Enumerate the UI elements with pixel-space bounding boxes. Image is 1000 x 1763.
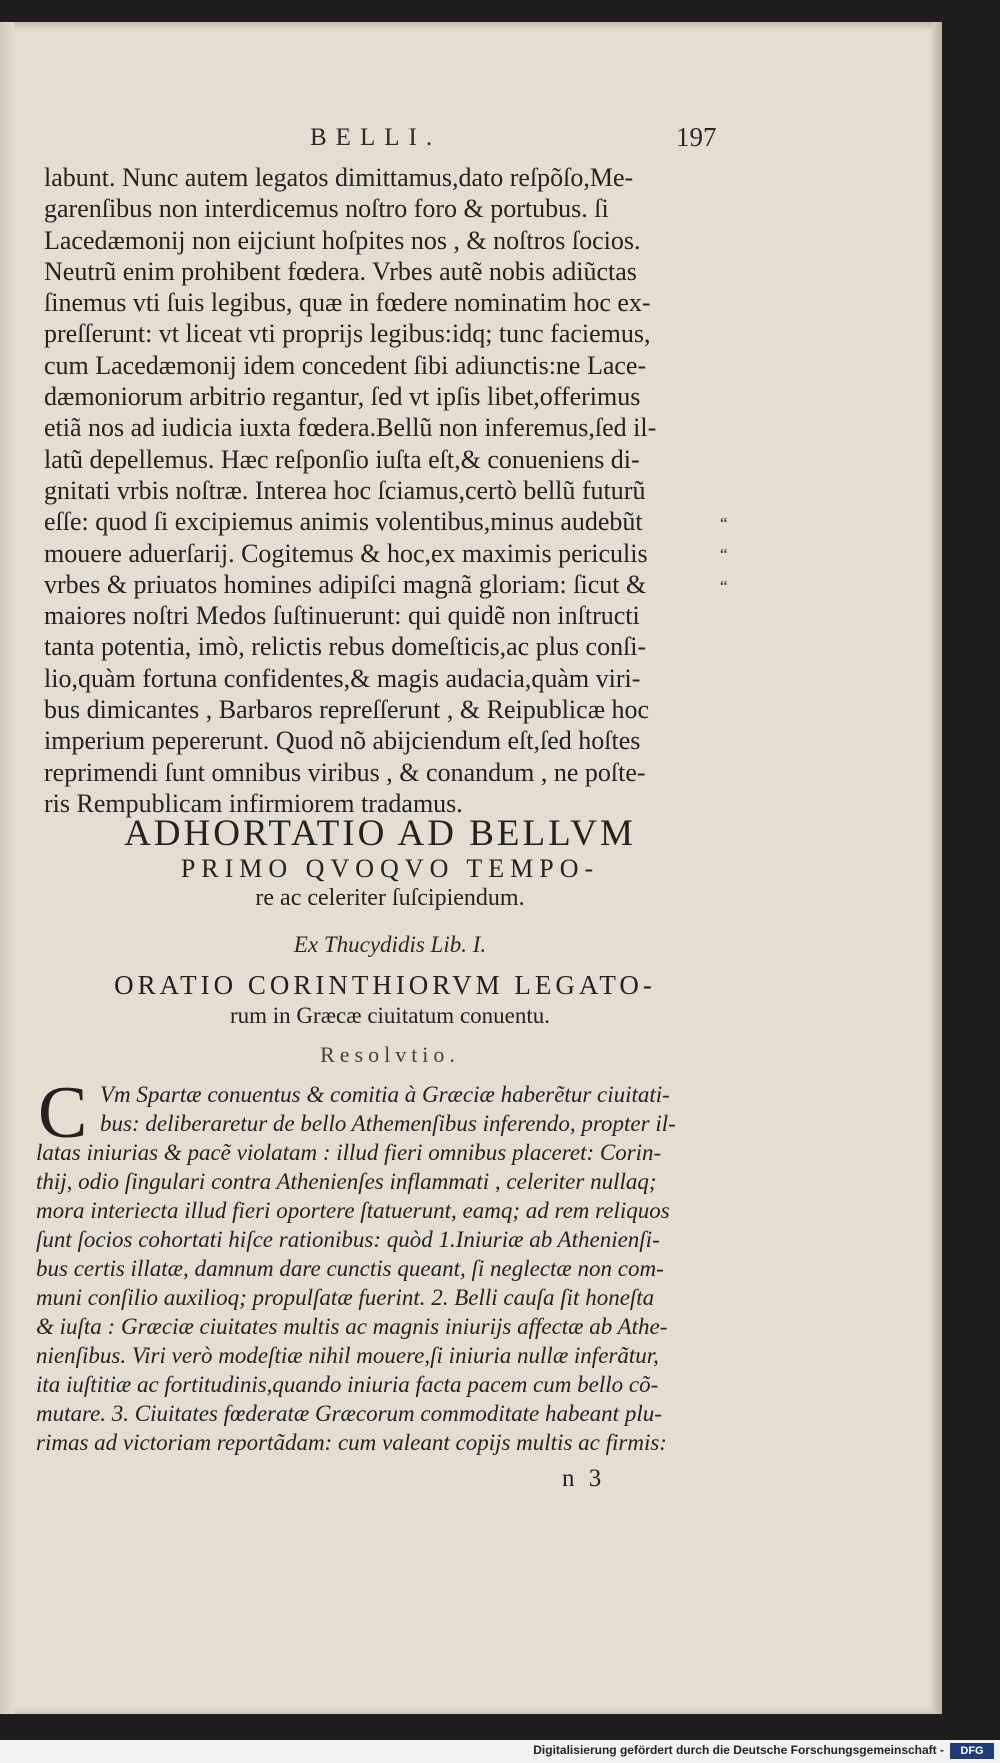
- text-line: lio,quàm fortuna confidentes,& magis audacia,quàm viri-: [44, 663, 641, 693]
- text-line: labunt. Nunc autem legatos dimittamus,dato reſpõſo,Me-: [44, 163, 634, 192]
- book-page: [0, 22, 942, 1714]
- italic-line: ita iuſtitiæ ac fortitudinis,quando iniuria facta pacem cum bello cõ-: [36, 1372, 659, 1397]
- dfg-logo: DFG: [950, 1743, 994, 1759]
- italic-line: bus certis illatæ, damnum dare cunctis queant, ſi neglectæ non com-: [36, 1256, 664, 1281]
- italic-line: mutare. 3. Ciuitates fœderatæ Græcorum commoditate habeant plu-: [36, 1401, 662, 1426]
- text-line: ris Rempublicam infirmiorem tradamus.: [44, 788, 463, 818]
- italic-line: latas iniurias & pacẽ violatam : illud fieri omnibus placeret: Corin-: [36, 1140, 662, 1165]
- signature-mark: n 3: [562, 1465, 606, 1492]
- italic-line: mora interiecta illud fieri oportere ſtatuerunt, eamq; ad rem reliquos: [36, 1198, 670, 1223]
- text-line: eſſe: quod ſi excipiemus animis volentibus,minus audebũt: [44, 507, 643, 537]
- oration-subtitle: rum in Græcæ ciuitatum conuentu.: [229, 1003, 551, 1028]
- italic-line: & iuſta : Græciæ ciuitates multis ac magnis iniurijs affectæ ab Athe-: [36, 1314, 668, 1339]
- italic-line: thij, odio ſingulari contra Athenienſes inflammati , celeriter nullaq;: [36, 1169, 657, 1194]
- text-line: gnitati vrbis noſtræ. Interea hoc ſciamus,certò bellũ futurũ: [44, 475, 646, 505]
- text-line: vrbes & priuatos homines adipiſci magnã gloriam: ſicut &: [44, 569, 647, 599]
- oration-title: ORATIO CORINTHIORVM LEGATO-: [114, 970, 656, 1000]
- italic-line: nienſibus. Viri verò modeſtiæ nihil mouere,ſi iniuria nullæ inferãtur,: [36, 1343, 659, 1368]
- text-line: ſinemus vti ſuis legibus, quæ in fœdere nominatim hoc ex-: [44, 288, 651, 318]
- page-number: 197: [676, 122, 717, 152]
- text-line: bus dimicantes , Barbaros repreſſerunt , & Reipublicæ hoc: [44, 695, 650, 725]
- text-line: Lacedæmonij non eijciunt hoſpites nos , & noſtros ſocios.: [44, 225, 641, 255]
- digitization-footer: [0, 1740, 1000, 1763]
- italic-line: bus: deliberaretur de bello Athemenſibus inferendo, propter il-: [100, 1111, 676, 1136]
- text-line: etiã nos ad iudicia iuxta fœdera.Bellũ non inferemus,ſed il-: [44, 413, 657, 443]
- resolutio-text: [36, 1138, 720, 1457]
- section-heading-line3: re ac celeriter ſuſcipiendum.: [255, 885, 525, 911]
- section-heading-line2: PRIMO QVOQVO TEMPO-: [180, 854, 600, 883]
- margin-quote-mark: “: [720, 514, 728, 533]
- text-line: Neutrũ enim prohibent fœdera. Vrbes autẽ nobis adiũctas: [44, 256, 637, 286]
- italic-line: Vm Spartæ conuentus & comitia à Græciæ haberẽtur ciuitati-: [100, 1082, 670, 1107]
- text-line: maiores noſtri Medos ſuſtinuerunt: qui quidẽ non inſtructi: [44, 601, 640, 631]
- text-line: preſſerunt: vt liceat vti proprijs legibus:idq; tunc faciemus,: [44, 319, 651, 349]
- text-line: latũ depellemus. Hæc reſponſio iuſta eſt,& conueniens di-: [44, 444, 640, 474]
- text-line: cum Lacedæmonij idem concedent ſibi adiunctis:ne Lace-: [44, 350, 647, 380]
- footer-credit: Digitalisierung gefördert durch die Deutsche Forschungsgemeinschaft -: [533, 1743, 944, 1757]
- italic-line: rimas ad victoriam reportãdam: cum valeant copijs multis ac firmis:: [36, 1430, 667, 1455]
- drop-cap: C: [38, 1072, 88, 1154]
- italic-line: muni conſilio auxilioq; propulſatæ fuerint. 2. Belli cauſa ſit honeſta: [36, 1285, 655, 1310]
- resolutio-text-indented: [100, 1080, 720, 1138]
- page-edge: [932, 22, 942, 1714]
- text-line: reprimendi ſunt omnibus viribus , & conandum , ne poſte-: [44, 757, 646, 787]
- text-line: garenſibus non interdicemus noſtro foro & portubus. ſi: [44, 194, 609, 224]
- italic-line: ſunt ſocios cohortati hiſce rationibus: quòd 1.Iniuriæ ab Athenienſi-: [36, 1227, 660, 1252]
- margin-quote-mark: “: [720, 577, 728, 596]
- body-text: [44, 162, 726, 819]
- section-heading: ADHORTATIO AD BELLVM: [124, 813, 636, 854]
- resolutio-heading: Resolvtio.: [320, 1042, 460, 1067]
- page-gutter-shadow: [0, 22, 14, 1714]
- running-head: BELLI.: [310, 124, 442, 151]
- text-line: dæmoniorum arbitrio regantur, ſed vt ipſis libet,offerimus: [44, 382, 641, 412]
- source-reference: Ex Thucydidis Lib. I.: [293, 932, 487, 957]
- margin-quote-mark: “: [720, 545, 728, 564]
- text-line: tanta potentia, imò, relictis rebus domeſticis,ac plus conſi-: [44, 632, 647, 662]
- text-line: imperium pepererunt. Quod nõ abijciendum eſt,ſed hoſtes: [44, 726, 641, 756]
- text-line: mouere aduerſarij. Cogitemus & hoc,ex maximis periculis: [44, 538, 648, 568]
